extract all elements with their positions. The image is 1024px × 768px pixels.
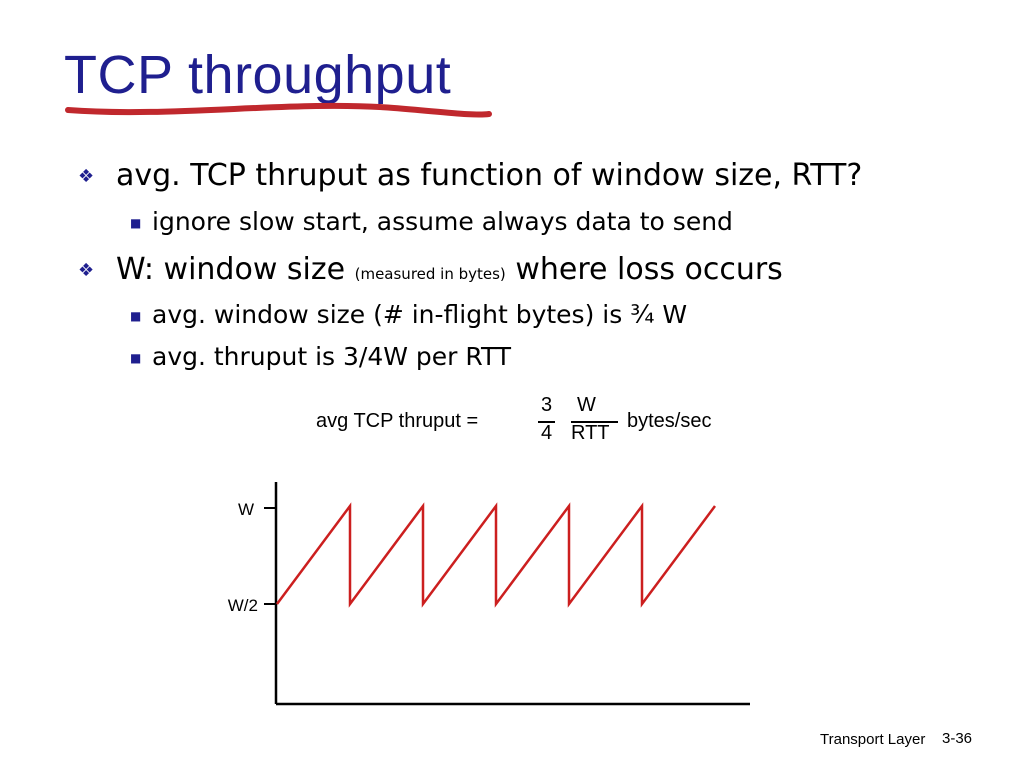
square-bullet-icon: ■: [130, 309, 142, 323]
square-bullet-icon: ■: [130, 351, 142, 365]
bullet-2-text-before: W: window size: [116, 252, 355, 287]
diamond-bullet-icon: ❖: [78, 259, 95, 281]
formula-denominator-2: RTT: [571, 422, 610, 444]
slide-title: TCP throughput: [64, 45, 452, 105]
formula-numerator-2: W: [577, 394, 596, 416]
y-tick-label-w-half: W/2: [227, 596, 258, 615]
square-bullet-icon: ■: [130, 216, 142, 230]
bullet-2-note: (measured in bytes): [354, 265, 506, 283]
diamond-bullet-icon: ❖: [78, 165, 95, 187]
sawtooth-series: [277, 506, 715, 604]
formula-denominator-1: 4: [541, 422, 553, 444]
y-tick-label-w: W: [237, 500, 254, 519]
bullet-1-sub-1-text: ignore slow start, assume always data to send: [152, 207, 733, 236]
formula-lhs: avg TCP thruput =: [316, 410, 479, 432]
bullet-1-text: avg. TCP thruput as function of window size, RTT?: [116, 158, 863, 193]
bullet-2-text-after: where loss occurs: [505, 252, 783, 287]
formula-unit: bytes/sec: [627, 410, 712, 432]
footer-label: Transport Layer: [820, 731, 926, 748]
bullet-2-sub-2-text: avg. thruput is 3/4W per RTT: [152, 342, 512, 371]
footer-page-number: 3-36: [942, 730, 973, 747]
formula-numerator-1: 3: [541, 394, 553, 416]
bullet-2-sub-1-text: avg. window size (# in-flight bytes) is ¾ W: [152, 300, 688, 329]
